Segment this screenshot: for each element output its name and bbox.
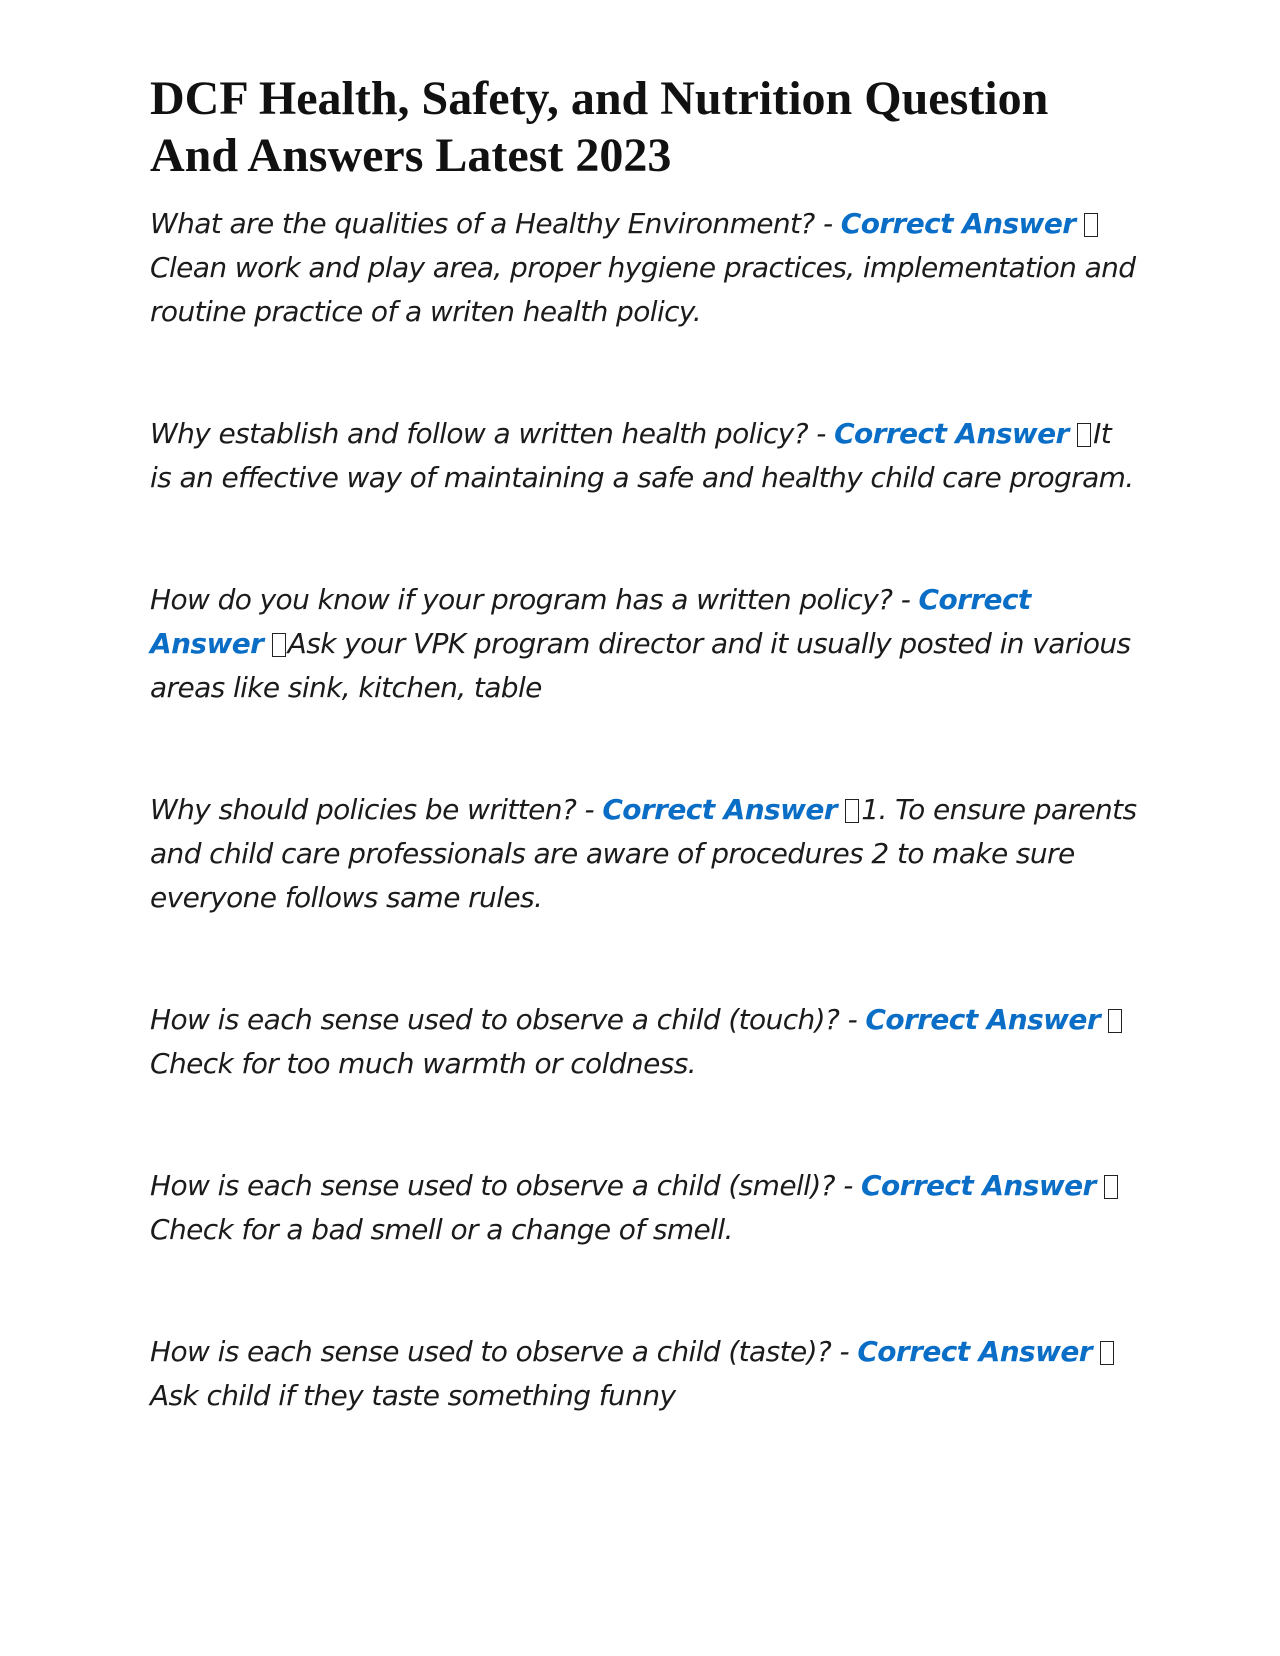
correct-answer-label: Correct Answer xyxy=(865,1003,1101,1036)
qa-item xyxy=(150,412,1140,500)
missing-glyph-box-icon xyxy=(1077,423,1091,447)
question-text: How is each sense used to observe a child (taste)? xyxy=(150,1335,832,1368)
question-text: How is each sense used to observe a child (touch)? xyxy=(150,1003,840,1036)
answer-text: 1. To ensure parents and child care professionals are aware of procedures 2 to make sure everyone follows same rules. xyxy=(150,793,1137,914)
qa-item xyxy=(150,1164,1140,1252)
question-text: What are the qualities of a Healthy Environment? xyxy=(150,207,815,240)
correct-answer-label: Correct Answer xyxy=(840,207,1076,240)
missing-glyph-box-icon xyxy=(1104,1175,1118,1199)
qa-item xyxy=(150,578,1140,710)
missing-glyph-box-icon xyxy=(1084,213,1098,237)
correct-answer-label: Correct Answer xyxy=(834,417,1069,450)
correct-answer-label: Correct Answer xyxy=(150,583,1031,660)
qa-item xyxy=(150,788,1140,920)
missing-glyph-box-icon xyxy=(845,799,859,823)
separator: - xyxy=(839,1003,866,1036)
separator: - xyxy=(576,793,603,826)
document-page xyxy=(150,70,1140,1418)
document-title: DCF Health, Safety, and Nutrition Question And Answers Latest 2023 xyxy=(150,72,1049,182)
answer-text: Check for a bad smell or a change of smell. xyxy=(150,1213,733,1246)
separator: - xyxy=(807,417,835,450)
correct-answer-label: Correct Answer xyxy=(602,793,837,826)
answer-text: Ask child if they taste something funny xyxy=(150,1379,676,1412)
answer-text: Check for too much warmth or coldness. xyxy=(150,1047,696,1080)
correct-answer-label: Correct Answer xyxy=(861,1169,1096,1202)
answer-text: Clean work and play area, proper hygiene practices, implementation and routine practice of a writen health policy. xyxy=(150,251,1136,328)
question-text: Why should policies be written? xyxy=(150,793,577,826)
missing-glyph-box-icon xyxy=(272,633,286,657)
answer-text: Ask your VPK program director and it usually posted in various areas like sink, kitchen, table xyxy=(150,627,1131,704)
separator: - xyxy=(834,1169,862,1202)
correct-answer-label: Correct Answer xyxy=(857,1335,1092,1368)
question-text: How is each sense used to observe a child (smell)? xyxy=(150,1169,835,1202)
separator: - xyxy=(892,583,919,616)
qa-item xyxy=(150,998,1140,1086)
missing-glyph-box-icon xyxy=(1100,1341,1114,1365)
qa-item xyxy=(150,1330,1140,1418)
question-text: Why establish and follow a written health policy? xyxy=(150,417,808,450)
qa-item xyxy=(150,202,1140,334)
question-text: How do you know if your program has a written policy? xyxy=(150,583,893,616)
separator: - xyxy=(831,1335,858,1368)
missing-glyph-box-icon xyxy=(1108,1009,1122,1033)
answer-text: It is an effective way of maintaining a safe and healthy child care program. xyxy=(150,417,1134,494)
separator: - xyxy=(814,207,841,240)
